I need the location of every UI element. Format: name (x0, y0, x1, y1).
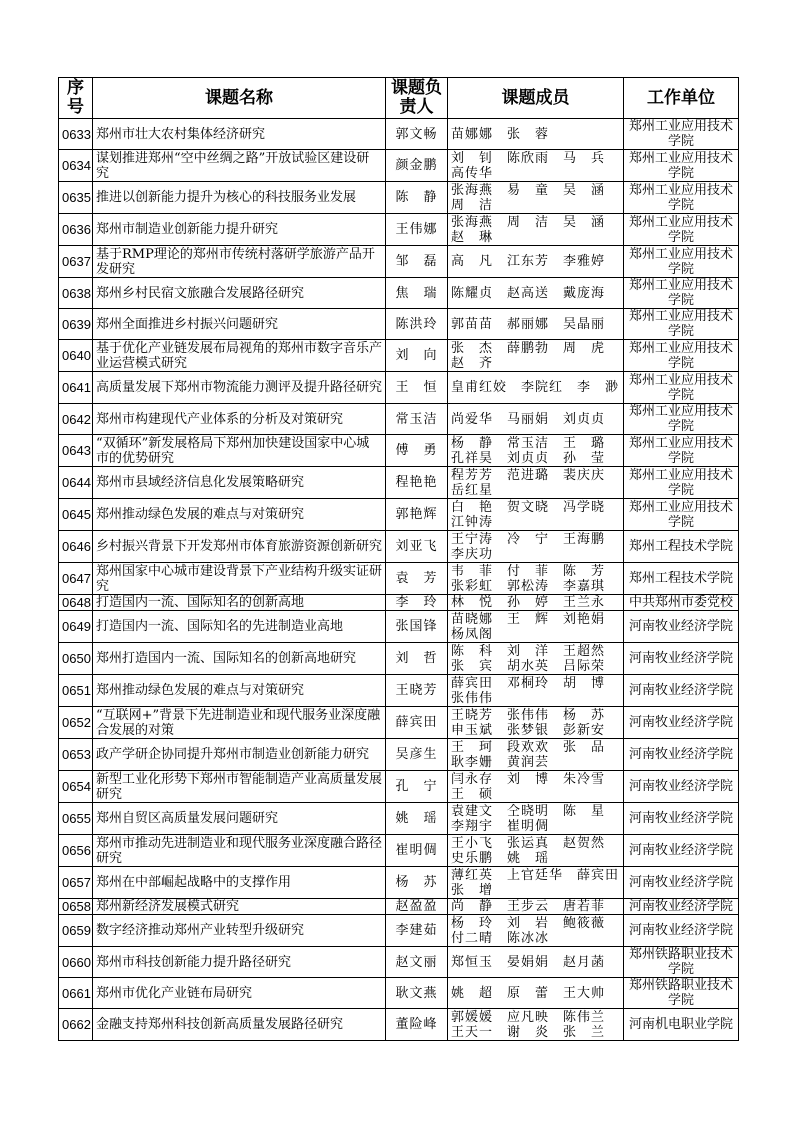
cell-leader: 孔 宁 (386, 771, 448, 803)
cell-title: 政产学研企协同提升郑州市制造业创新能力研究 (93, 739, 386, 771)
cell-members: 王小飞 张运真 赵贺然 史乐鹏 姚 瑶 (448, 835, 624, 867)
cell-unit: 郑州工业应用技术学院 (624, 340, 739, 372)
cell-members: 郭苗苗 郝丽娜 吴晶丽 (448, 309, 624, 340)
table-row (59, 150, 739, 182)
table-row (59, 372, 739, 404)
table-row (59, 1009, 739, 1041)
table-row (59, 246, 739, 278)
cell-members: 尚 静 王步云 唐若菲 (448, 899, 624, 915)
cell-leader: 焦 瑞 (386, 278, 448, 309)
cell-unit: 河南牧业经济学院 (624, 739, 739, 771)
cell-title: 谋划推进郑州“空中丝绸之路”开放试验区建设研究 (93, 150, 386, 182)
table-row (59, 119, 739, 150)
table-row (59, 611, 739, 643)
table-row (59, 978, 739, 1009)
cell-unit: 郑州工业应用技术学院 (624, 278, 739, 309)
cell-unit: 河南牧业经济学院 (624, 867, 739, 899)
cell-unit: 郑州铁路职业技术学院 (624, 978, 739, 1009)
table-header-row (59, 78, 739, 119)
cell-members: 杨 静 常玉洁 王 璐 孔祥昊 刘贞贞 孙 莹 (448, 435, 624, 467)
cell-seq: 0644 (59, 467, 93, 499)
table-row (59, 707, 739, 739)
table-row (59, 309, 739, 340)
cell-seq: 0646 (59, 531, 93, 563)
cell-unit: 郑州工业应用技术学院 (624, 467, 739, 499)
cell-leader: 杨 苏 (386, 867, 448, 899)
table-row (59, 915, 739, 947)
cell-members: 张海燕 周 洁 吴 涵 赵 琳 (448, 214, 624, 246)
cell-members: 郭媛媛 应凡映 陈伟兰 王天一 谢 炎 张 兰 (448, 1009, 624, 1041)
cell-title: 郑州乡村民宿文旅融合发展路径研究 (93, 278, 386, 309)
cell-unit: 郑州工业应用技术学院 (624, 404, 739, 435)
cell-seq: 0654 (59, 771, 93, 803)
cell-title: 郑州市壮大农村集体经济研究 (93, 119, 386, 150)
cell-title: 数字经济推动郑州产业转型升级研究 (93, 915, 386, 947)
cell-members: 薄红英 上官廷华 薛宾田 张 增 (448, 867, 624, 899)
table-row (59, 771, 739, 803)
cell-unit: 郑州工程技术学院 (624, 531, 739, 563)
cell-members: 杨 玲 刘 岩 鲍筱薇 付二晴 陈冰冰 (448, 915, 624, 947)
cell-seq: 0660 (59, 947, 93, 978)
cell-unit: 郑州工程技术学院 (624, 563, 739, 595)
cell-seq: 0647 (59, 563, 93, 595)
cell-members: 郑恒玉 晏娟娟 赵月菡 (448, 947, 624, 978)
cell-title: 郑州全面推进乡村振兴问题研究 (93, 309, 386, 340)
table-row (59, 835, 739, 867)
table-row (59, 340, 739, 372)
cell-title: 高质量发展下郑州市物流能力测评及提升路径研究 (93, 372, 386, 404)
cell-unit: 郑州工业应用技术学院 (624, 214, 739, 246)
cell-unit: 郑州工业应用技术学院 (624, 435, 739, 467)
cell-members: 皇甫红姣 李院红 李 渺 (448, 372, 624, 404)
cell-members: 张海燕 易 童 吴 涵 周 洁 (448, 182, 624, 214)
cell-title: 郑州打造国内一流、国际知名的创新高地研究 (93, 643, 386, 675)
cell-seq: 0643 (59, 435, 93, 467)
cell-title: 基于优化产业链发展布局视角的郑州市数字音乐产业运营模式研究 (93, 340, 386, 372)
header-unit: 工作单位 (624, 78, 739, 119)
cell-leader: 刘亚飞 (386, 531, 448, 563)
cell-seq: 0637 (59, 246, 93, 278)
cell-members: 闫永存 刘 博 朱冷雪 王 硕 (448, 771, 624, 803)
cell-leader: 姚 瑶 (386, 803, 448, 835)
cell-seq: 0635 (59, 182, 93, 214)
cell-seq: 0662 (59, 1009, 93, 1041)
cell-title: 郑州市优化产业链布局研究 (93, 978, 386, 1009)
table-row (59, 563, 739, 595)
cell-title: 郑州新经济发展模式研究 (93, 899, 386, 915)
cell-unit: 郑州工业应用技术学院 (624, 372, 739, 404)
cell-unit: 河南牧业经济学院 (624, 611, 739, 643)
cell-members: 刘 钊 陈欣雨 马 兵 高传华 (448, 150, 624, 182)
cell-members: 高 凡 江东芳 李雅婷 (448, 246, 624, 278)
cell-title: 郑州推动绿色发展的难点与对策研究 (93, 675, 386, 707)
cell-members: 白 艳 贺文晓 冯学晓 江钟涛 (448, 499, 624, 531)
cell-title: “互联网+”背景下先进制造业和现代服务业深度融合发展的对策 (93, 707, 386, 739)
table-row (59, 595, 739, 611)
cell-members: 程芳芳 范进璐 裴庆庆 岳红星 (448, 467, 624, 499)
cell-leader: 吴彦生 (386, 739, 448, 771)
cell-unit: 郑州工业应用技术学院 (624, 246, 739, 278)
cell-title: 郑州推动绿色发展的难点与对策研究 (93, 499, 386, 531)
cell-title: “双循环”新发展格局下郑州加快建设国家中心城市的优势研究 (93, 435, 386, 467)
cell-seq: 0650 (59, 643, 93, 675)
cell-leader: 薛宾田 (386, 707, 448, 739)
cell-leader: 李 玲 (386, 595, 448, 611)
table-row (59, 643, 739, 675)
cell-leader: 王伟娜 (386, 214, 448, 246)
cell-title: 郑州市制造业创新能力提升研究 (93, 214, 386, 246)
table-row (59, 867, 739, 899)
cell-title: 郑州国家中心城市建设背景下产业结构升级实证研究 (93, 563, 386, 595)
cell-seq: 0645 (59, 499, 93, 531)
cell-unit: 河南机电职业学院 (624, 1009, 739, 1041)
cell-leader: 王晓芳 (386, 675, 448, 707)
cell-leader: 陈洪玲 (386, 309, 448, 340)
cell-leader: 王 恒 (386, 372, 448, 404)
cell-leader: 颜金鹏 (386, 150, 448, 182)
cell-leader: 陈 静 (386, 182, 448, 214)
cell-leader: 张国锋 (386, 611, 448, 643)
cell-leader: 程艳艳 (386, 467, 448, 499)
table-row (59, 947, 739, 978)
cell-unit: 河南牧业经济学院 (624, 707, 739, 739)
cell-seq: 0653 (59, 739, 93, 771)
cell-leader: 郭艳辉 (386, 499, 448, 531)
cell-members: 姚 超 原 蕾 王大帅 (448, 978, 624, 1009)
header-title: 课题名称 (93, 78, 386, 119)
cell-seq: 0655 (59, 803, 93, 835)
table-row (59, 467, 739, 499)
cell-leader: 常玉洁 (386, 404, 448, 435)
cell-seq: 0639 (59, 309, 93, 340)
cell-unit: 河南牧业经济学院 (624, 643, 739, 675)
cell-unit: 郑州工业应用技术学院 (624, 309, 739, 340)
cell-title: 乡村振兴背景下开发郑州市体育旅游资源创新研究 (93, 531, 386, 563)
cell-unit: 河南牧业经济学院 (624, 835, 739, 867)
table-row (59, 739, 739, 771)
cell-title: 郑州市县域经济信息化发展策略研究 (93, 467, 386, 499)
cell-seq: 0634 (59, 150, 93, 182)
cell-unit: 河南牧业经济学院 (624, 915, 739, 947)
cell-title: 基于RMP理论的郑州市传统村落研学旅游产品开发研究 (93, 246, 386, 278)
header-seq: 序号 (59, 78, 93, 119)
cell-leader: 邹 磊 (386, 246, 448, 278)
table-row (59, 182, 739, 214)
table-row (59, 531, 739, 563)
cell-seq: 0656 (59, 835, 93, 867)
cell-seq: 0638 (59, 278, 93, 309)
table-row (59, 214, 739, 246)
cell-leader: 郭文畅 (386, 119, 448, 150)
cell-title: 郑州在中部崛起战略中的支撑作用 (93, 867, 386, 899)
cell-members: 陈 科 刘 洋 王超然 张 宾 胡水英 吕际荣 (448, 643, 624, 675)
cell-seq: 0642 (59, 404, 93, 435)
cell-members: 尚爱华 马丽娟 刘贞贞 (448, 404, 624, 435)
cell-seq: 0651 (59, 675, 93, 707)
cell-seq: 0640 (59, 340, 93, 372)
cell-members: 袁建文 仝晓明 陈 星 李翔宇 崔明倜 (448, 803, 624, 835)
cell-unit: 河南牧业经济学院 (624, 899, 739, 915)
cell-seq: 0649 (59, 611, 93, 643)
header-leader: 课题负责人 (386, 78, 448, 119)
cell-unit: 中共郑州市委党校 (624, 595, 739, 611)
cell-leader: 刘 向 (386, 340, 448, 372)
cell-title: 打造国内一流、国际知名的先进制造业高地 (93, 611, 386, 643)
table-row (59, 675, 739, 707)
cell-unit: 郑州工业应用技术学院 (624, 182, 739, 214)
table-row (59, 404, 739, 435)
cell-leader: 袁 芳 (386, 563, 448, 595)
header-members: 课题成员 (448, 78, 624, 119)
cell-title: 打造国内一流、国际知名的创新高地 (93, 595, 386, 611)
table-body (59, 119, 739, 1041)
cell-seq: 0652 (59, 707, 93, 739)
cell-seq: 0641 (59, 372, 93, 404)
cell-members: 苗娜娜 张 蓉 (448, 119, 624, 150)
cell-members: 苗晓娜 王 辉 刘艳娟 杨凤阁 (448, 611, 624, 643)
cell-seq: 0657 (59, 867, 93, 899)
cell-unit: 河南牧业经济学院 (624, 803, 739, 835)
cell-members: 王 珂 段欢欢 张 品 耿李姗 黄润芸 (448, 739, 624, 771)
cell-members: 王宁涛 冷 宁 王海鹏 李庆功 (448, 531, 624, 563)
cell-members: 陈耀贞 赵高送 戴庞海 (448, 278, 624, 309)
cell-seq: 0636 (59, 214, 93, 246)
cell-leader: 傅 勇 (386, 435, 448, 467)
cell-title: 金融支持郑州科技创新高质量发展路径研究 (93, 1009, 386, 1041)
cell-members: 张 杰 薛鹏勃 周 虎 赵 齐 (448, 340, 624, 372)
cell-seq: 0659 (59, 915, 93, 947)
cell-unit: 郑州工业应用技术学院 (624, 150, 739, 182)
table-row (59, 899, 739, 915)
cell-seq: 0661 (59, 978, 93, 1009)
cell-title: 推进以创新能力提升为核心的科技服务业发展 (93, 182, 386, 214)
cell-members: 薛宾田 邓桐玲 胡 博 张伟伟 (448, 675, 624, 707)
cell-unit: 郑州工业应用技术学院 (624, 499, 739, 531)
table-row (59, 435, 739, 467)
cell-title: 郑州市构建现代产业体系的分析及对策研究 (93, 404, 386, 435)
cell-members: 林 悦 孙 婷 王兰永 (448, 595, 624, 611)
cell-title: 郑州市推动先进制造业和现代服务业深度融合路径研究 (93, 835, 386, 867)
cell-leader: 董险峰 (386, 1009, 448, 1041)
cell-seq: 0633 (59, 119, 93, 150)
cell-unit: 郑州铁路职业技术学院 (624, 947, 739, 978)
cell-members: 王晓芳 张伟伟 杨 苏 申玉斌 张梦银 彭新安 (448, 707, 624, 739)
cell-title: 郑州市科技创新能力提升路径研究 (93, 947, 386, 978)
cell-leader: 赵文丽 (386, 947, 448, 978)
cell-leader: 耿文燕 (386, 978, 448, 1009)
table-row (59, 278, 739, 309)
project-table (58, 77, 739, 1041)
cell-leader: 李建茹 (386, 915, 448, 947)
cell-title: 郑州自贸区高质量发展问题研究 (93, 803, 386, 835)
cell-leader: 崔明倜 (386, 835, 448, 867)
table-row (59, 803, 739, 835)
cell-seq: 0648 (59, 595, 93, 611)
cell-title: 新型工业化形势下郑州市智能制造产业高质量发展研究 (93, 771, 386, 803)
cell-unit: 河南牧业经济学院 (624, 771, 739, 803)
cell-members: 韦 菲 付 菲 陈 芳 张彩虹 郭松涛 李嘉琪 (448, 563, 624, 595)
cell-unit: 河南牧业经济学院 (624, 675, 739, 707)
cell-leader: 刘 哲 (386, 643, 448, 675)
table-row (59, 499, 739, 531)
cell-unit: 郑州工业应用技术学院 (624, 119, 739, 150)
cell-leader: 赵盈盈 (386, 899, 448, 915)
cell-seq: 0658 (59, 899, 93, 915)
